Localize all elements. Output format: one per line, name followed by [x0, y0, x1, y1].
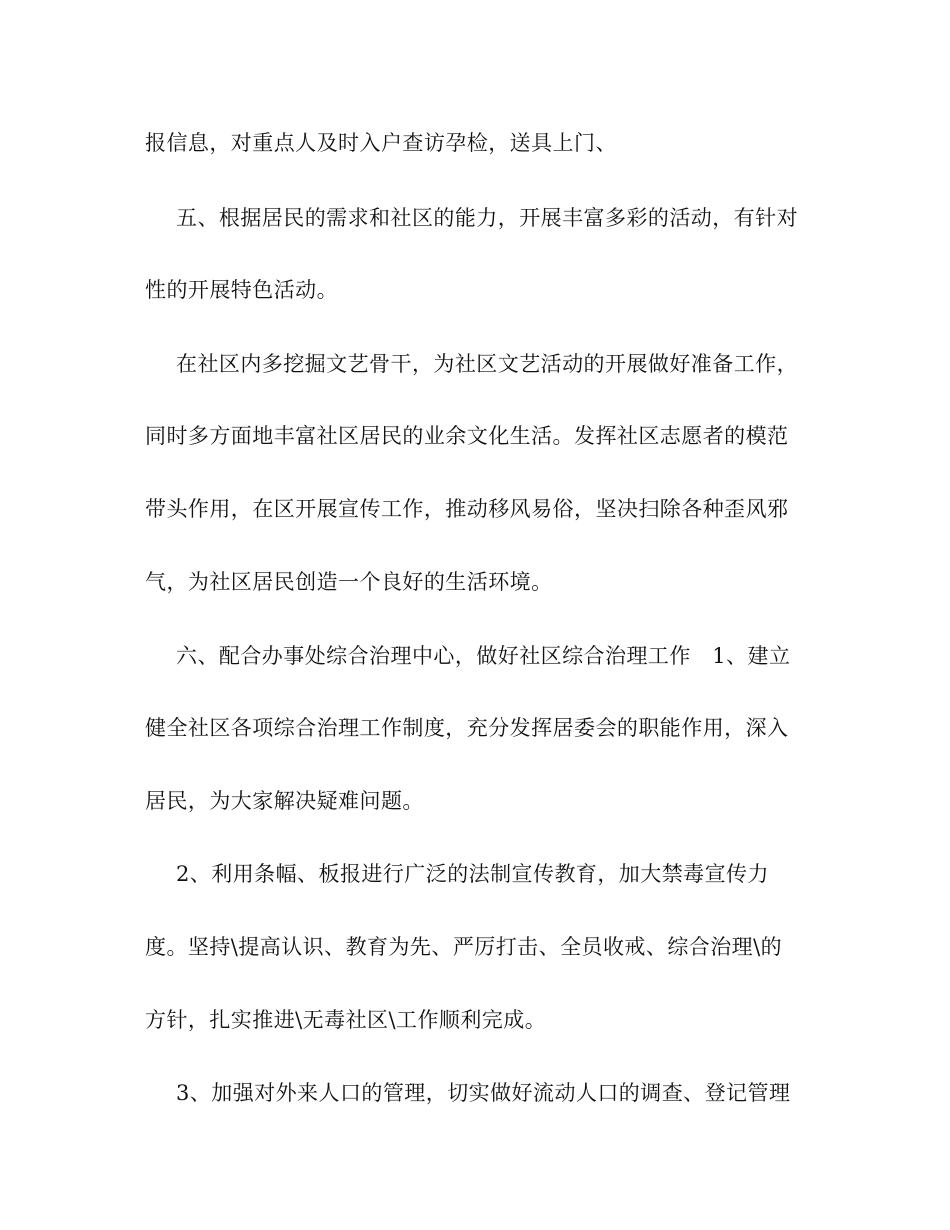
text-line-6: 带头作用，在区开展宣传工作，推动移风易俗，坚决扫除各种歪风邪: [145, 497, 789, 521]
text-line-12: 度。坚持\提高认识、教育为先、严厉打击、全员收戒、综合治理\的: [145, 935, 783, 959]
text-line-8: 六、配合办事处综合治理中心，做好社区综合治理工作 1、建立: [176, 644, 791, 668]
text-line-14: 3、加强对外来人口的管理，切实做好流动人口的调查、登记管理: [176, 1081, 791, 1105]
text-line-4: 在社区内多挖掘文艺骨干，为社区文艺活动的开展做好准备工作，: [176, 352, 799, 376]
text-line-3: 性的开展特色活动。: [145, 278, 339, 302]
text-line-13: 方针，扎实推进\无毒社区\工作顺利完成。: [145, 1008, 547, 1032]
text-line-11: 2、利用条幅、板报进行广泛的法制宣传教育，加大禁毒宣传力: [176, 862, 769, 886]
text-line-7: 气，为社区居民创造一个良好的生活环境。: [145, 570, 553, 594]
text-line-9: 健全社区各项综合治理工作制度，充分发挥居委会的职能作用，深入: [145, 716, 789, 740]
text-line-2: 五、根据居民的需求和社区的能力，开展丰富多彩的活动，有针对: [176, 206, 799, 230]
text-line-1: 报信息，对重点人及时入户查访孕检，送具上门、: [145, 131, 617, 155]
text-line-5: 同时多方面地丰富社区居民的业余文化生活。发挥社区志愿者的模范: [145, 424, 789, 448]
text-line-10: 居民，为大家解决疑难问题。: [145, 789, 424, 813]
